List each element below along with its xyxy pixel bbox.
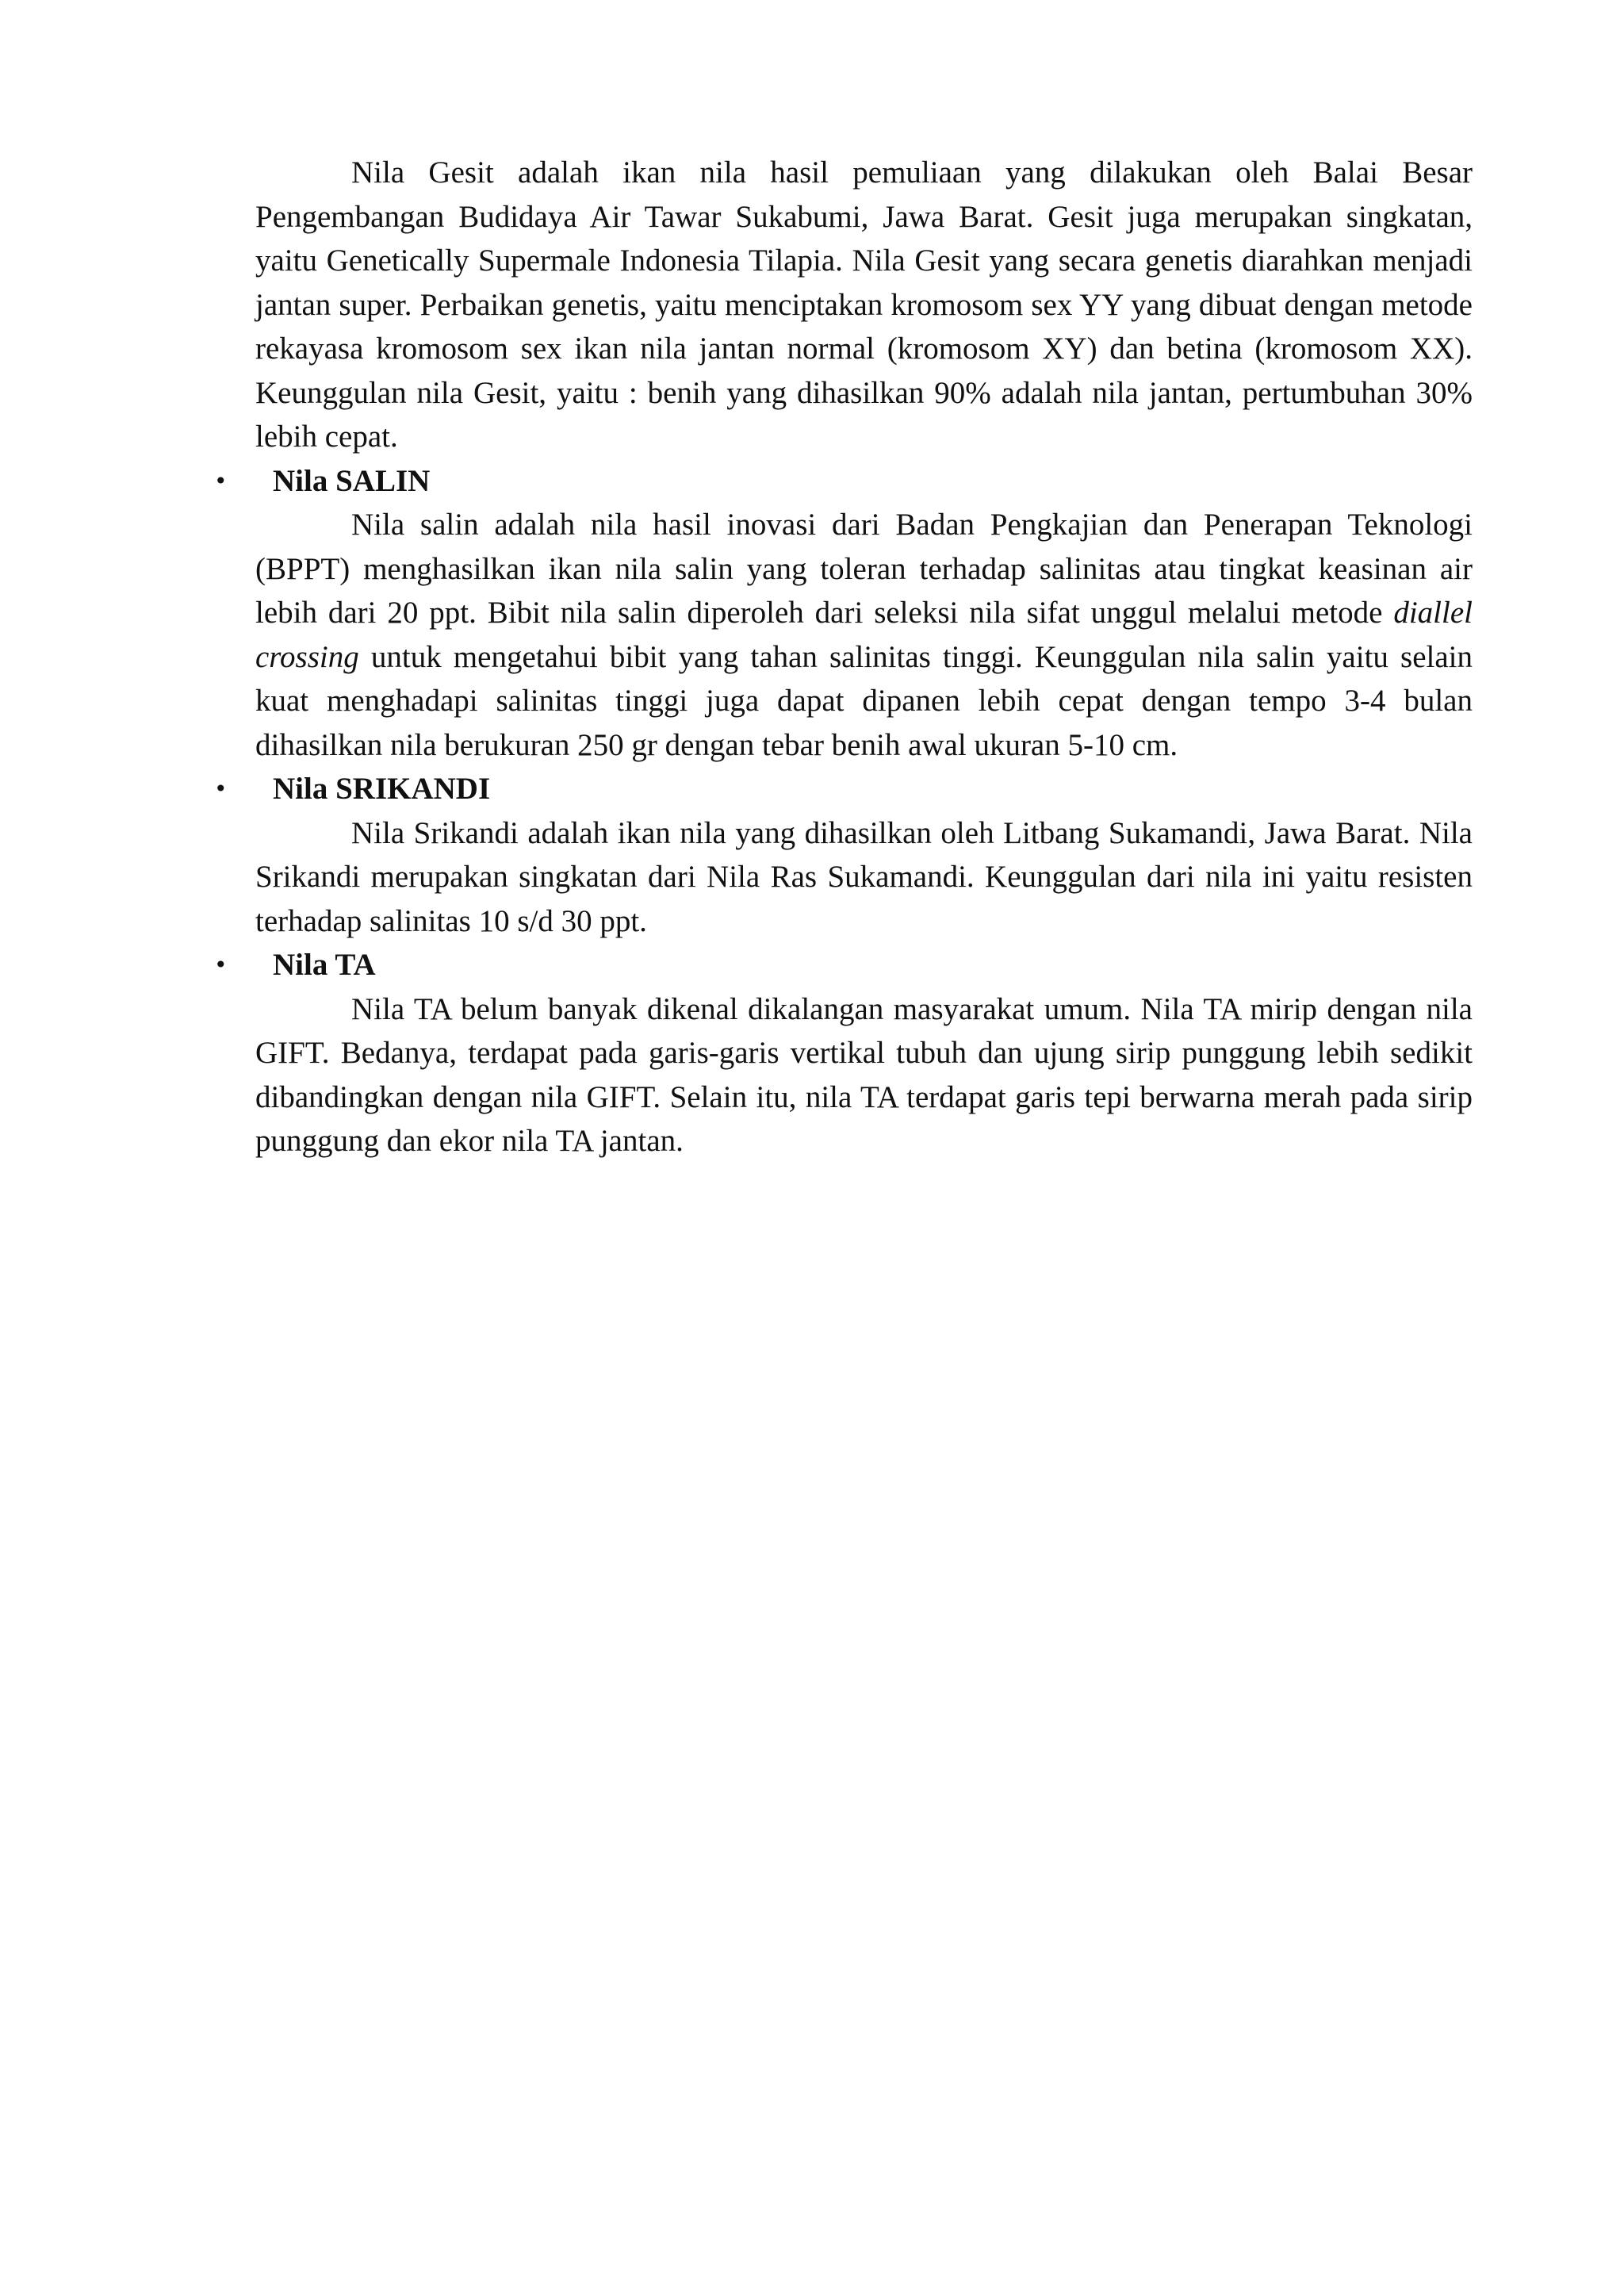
section-paragraph-salin (255, 503, 1473, 767)
section-heading-srikandi (214, 767, 1473, 811)
section-heading-text: Nila SRIKANDI (273, 772, 491, 806)
bullet-icon: • (214, 776, 228, 802)
paragraph-text: untuk mengetahui bibit yang tahan salinitas tinggi. Keunggulan nila salin yaitu selain kuat menghadapi salinitas tinggi juga dapat dipanen lebih cepat dengan tempo 3-4 bulan dihasilkan nila berukuran 250 gr dengan tebar benih awal ukuran 5-10 cm. (255, 639, 1473, 762)
document-body (214, 151, 1473, 1163)
bullet-icon: • (214, 952, 228, 978)
section-paragraph-srikandi: Nila Srikandi adalah ikan nila yang dihasilkan oleh Litbang Sukamandi, Jawa Barat. Nila Srikandi merupakan singkatan dari Nila Ras Sukamandi. Keunggulan dari nila ini yaitu resisten terhadap salinitas 10 s/d 30 ppt. (255, 815, 1473, 938)
section-heading-text: Nila TA (273, 948, 376, 982)
section-heading-text: Nila SALIN (273, 463, 431, 498)
section-heading-salin (214, 459, 1473, 504)
section-paragraph-ta: Nila TA belum banyak dikenal dikalangan masyarakat umum. Nila TA mirip dengan nila GIFT. Bedanya, terdapat pada garis-garis vertikal tubuh dan ujung sirip punggung lebih sedikit dibandingkan dengan nila GIFT. Selain itu, nila TA terdapat garis tepi berwarna merah pada sirip punggung dan ekor nila TA jantan. (255, 991, 1473, 1158)
section-heading-ta (214, 943, 1473, 987)
bullet-icon: • (214, 467, 228, 494)
italic-term: diallel crossing (255, 596, 1473, 674)
paragraph-text: Nila salin adalah nila hasil inovasi dari Badan Pengkajian dan Penerapan Teknologi (BPPT) menghasilkan ikan nila salin yang toleran terhadap salinitas atau tingkat keasinan air lebih dari 20 ppt. Bibit nila salin diperoleh dari seleksi nila sifat unggul melalui metode (255, 508, 1473, 630)
intro-paragraph: Nila Gesit adalah ikan nila hasil pemuliaan yang dilakukan oleh Balai Besar Pengembangan Budidaya Air Tawar Sukabumi, Jawa Barat. Gesit juga merupakan singkatan, yaitu Genetically Supermale Indonesia Tilapia. Nila Gesit yang secara genetis diarahkan menjadi jantan super. Perbaikan genetis, yaitu menciptakan kromosom sex YY yang dibuat dengan metode rekayasa kromosom sex ikan nila jantan normal (kromosom XY) dan betina (kromosom XX). Keunggulan nila Gesit, yaitu : benih yang dihasilkan 90% adalah nila jantan, pertumbuhan 30% lebih cepat. (255, 155, 1473, 454)
